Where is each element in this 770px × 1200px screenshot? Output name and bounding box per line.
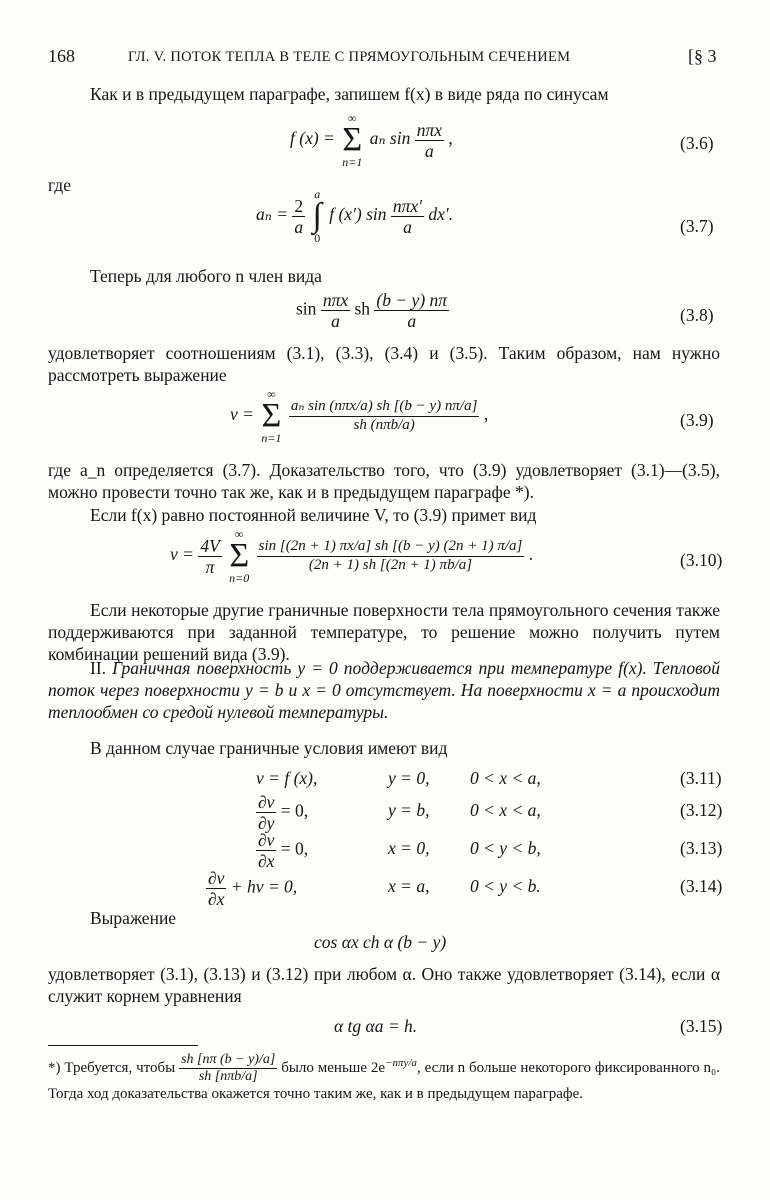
condition-lhs: $\frac{\partial v}{\partial x}$ = 0, [258,830,309,872]
condition-mid: y = b, [388,800,430,820]
condition-range: 0 < y < b. [470,876,541,896]
equation-3-8: sin $\frac{\text{nπx}}{a}$ sh $\frac{(b - y) n\pi}{a}$ [296,290,448,332]
condition-range: 0 < y < b, [470,838,541,858]
eq-number-3-12: (3.12) [680,800,723,820]
page-number: 168 [48,46,75,66]
eq-number-3-6: (3.6) [680,133,714,153]
paragraph-9: Выражение [90,908,177,928]
eq-number-3-9: (3.9) [680,410,714,430]
equation-3-15: α tg αa = h. [334,1016,418,1036]
eq-number-3-10: (3.10) [680,550,723,570]
paragraph-10: удовлетворяет (3.1), (3.13) и (3.12) при любом α. Оно также удовлетворяет (3.14), если α служит корнем уравнения [48,964,720,1006]
paragraph-3: удовлетворяет соотношениям (3.1), (3.3), (3.4) и (3.5). Таким образом, нам нужно рассмотреть выражение [48,343,720,385]
case-statement: Граничная поверхность y = 0 поддерживается при температуре f(x). Тепловой поток через поверхности y = b и x = 0 отсутствует. На поверхности x = a происходит теплообмен со средой нулевой температуры. [48,658,721,722]
paragraph-4: где a_n определяется (3.7). Доказательство того, что (3.9) удовлетворяет (3.1)—(3.5), можно провести точно так же, как и в предыдущем параграфе *). [48,460,720,502]
running-title: ГЛ. V. ПОТОК ТЕПЛА В ТЕЛЕ С ПРЯМОУГОЛЬНЫМ СЕЧЕНИЕМ [128,49,571,65]
expression: cos αx ch α (b − y) [314,932,447,952]
paragraph-7 [48,658,720,724]
eq-number-3-11: (3.11) [680,768,722,788]
condition-mid: x = a, [388,876,430,896]
case-number: II. [90,658,107,678]
condition-lhs: $\frac{\partial v}{\partial x}$ + hv = 0, [208,868,298,910]
condition-lhs: v = f (x), [256,768,318,788]
condition-lhs: $\frac{\partial v}{\partial y}$ = 0, [258,792,309,834]
condition-range: 0 < x < a, [470,800,541,820]
footnote: *) Требуется, чтобы $\frac{sh [n\pi (b - y)/a]}{\text{sh [nπb/a]}}$ было меньше $2e^{-n\pi y/a}$, если n больше некоторого фиксированного n₀. Тогда ход доказательства окажется точно таким же, как и в предыдущем параграфе. [48,1052,721,1103]
equation-3-7: aₙ = $\frac{2}{a}$ a ∫ 0 f (x′) sin $\frac{\text{nπx′}}{a}$ dx′. [256,187,454,246]
where-label: где [48,175,71,195]
footnote-rule [48,1045,198,1046]
eq-number-3-8: (3.8) [680,305,714,325]
paragraph-2: Теперь для любого n член вида [90,266,322,286]
eq-number-3-15: (3.15) [680,1016,723,1036]
paragraph-8: В данном случае граничные условия имеют вид [90,738,448,758]
eq-number-3-14: (3.14) [680,876,723,896]
condition-range: 0 < x < a, [470,768,541,788]
equation-3-9: v = ∞ Σ n=1 $\frac{\text{aₙ sin (nπx/a) sh [(b − y) nπ/a]}}{\text{sh (nπb/a)}}$ , [230,387,489,446]
eq-number-3-7: (3.7) [680,216,714,236]
equation-3-10: v = $\frac{4V}{\pi}$ ∞ Σ n=0 $\frac{\sin [(2n + 1) \pi x/a] sh [(b - y) (2n + 1) \pi/a]}{(2n + 1) sh [(2n + 1) \pi b/a]}$ . [170,527,534,586]
eq-number-3-13: (3.13) [680,838,723,858]
paragraph-6: Если некоторые другие граничные поверхности тела прямоугольного сечения также поддерживаются при заданной температуре, то решение можно получить путем комбинации решений вида (3.9). [48,600,720,664]
equation-3-6: f (x) = ∞ Σ n=1 aₙ sin $\frac{\text{nπx}}{a}$ , [290,111,453,170]
paragraph-5: Если f(x) равно постоянной величине V, то (3.9) примет вид [90,505,537,525]
section-mark: [§ 3 [688,46,717,66]
condition-mid: y = 0, [388,768,430,788]
condition-mid: x = 0, [388,838,430,858]
paragraph-1: Как и в предыдущем параграфе, запишем f(x) в виде ряда по синусам [90,84,609,104]
